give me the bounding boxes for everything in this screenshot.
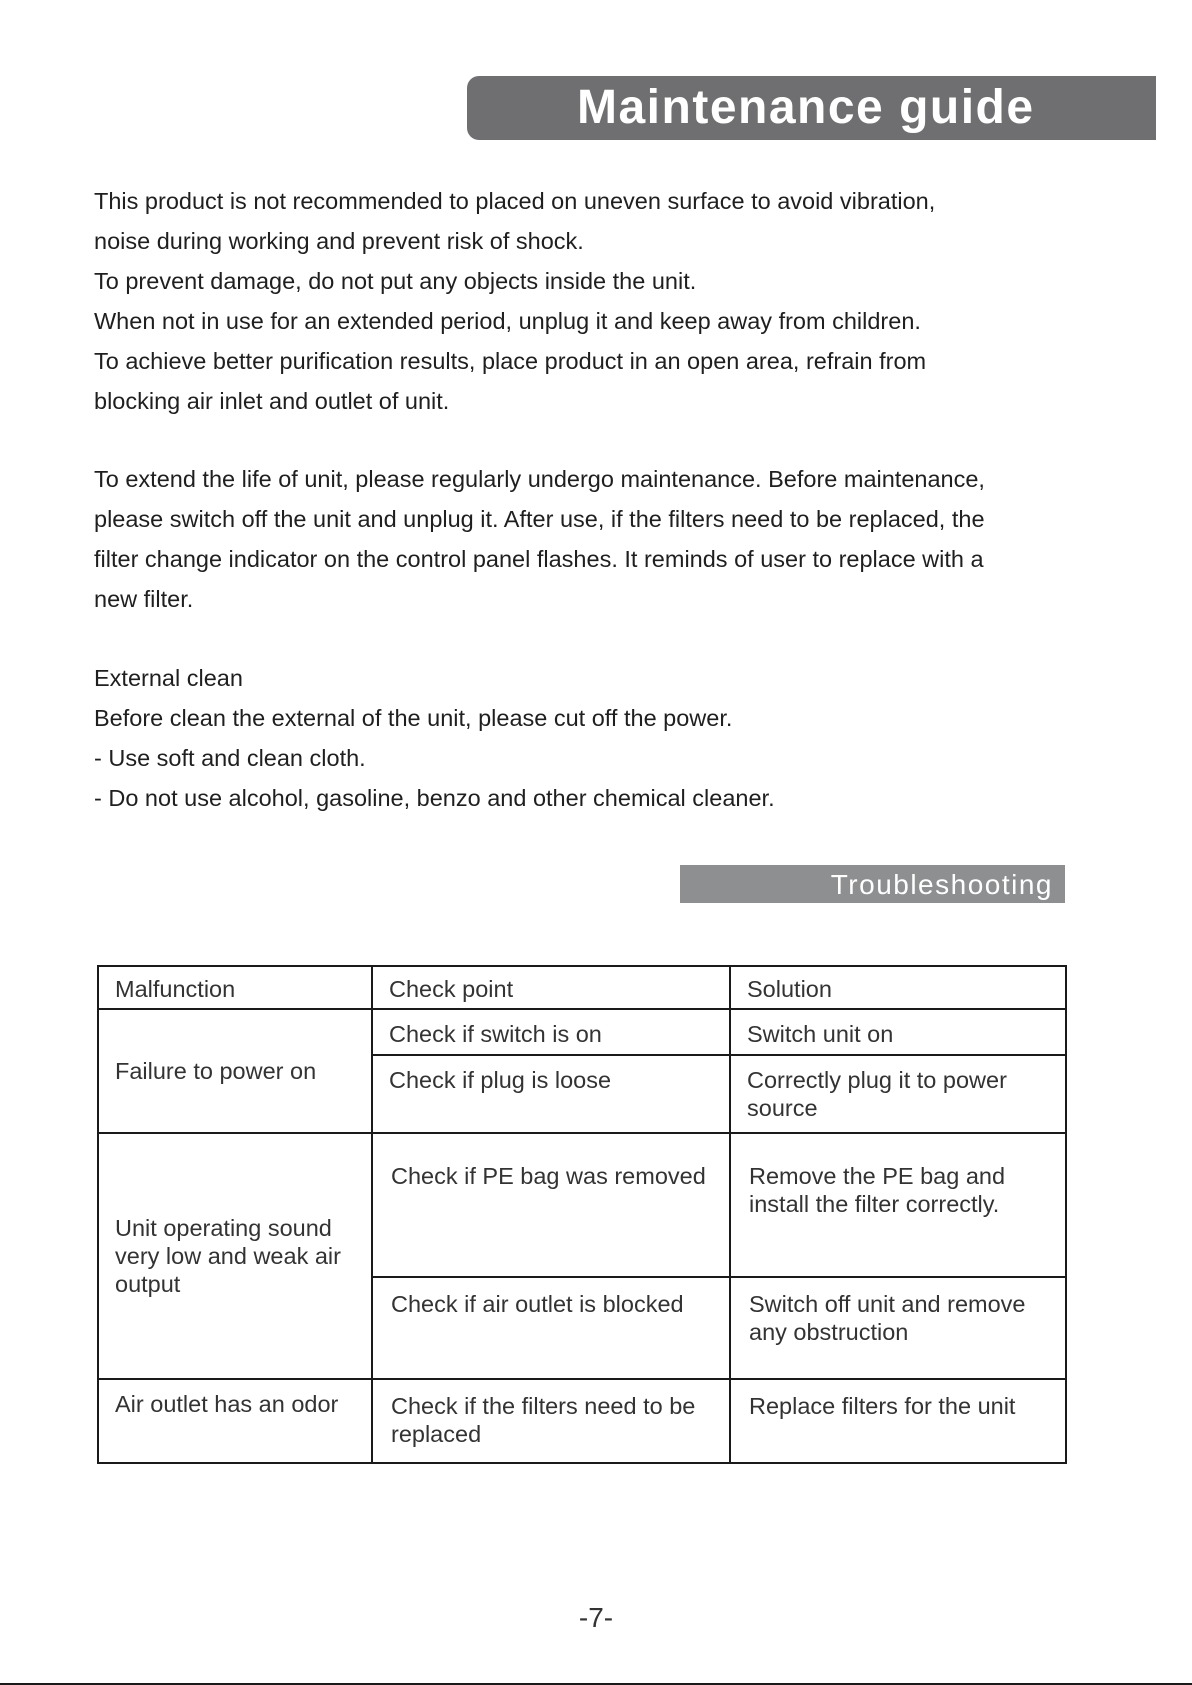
- page-title: Maintenance guide: [577, 81, 1035, 134]
- header-solution: Solution: [730, 966, 1066, 1009]
- maintenance-line: please switch off the unit and unplug it. After use, if the filters need to be replaced, the: [94, 506, 985, 532]
- troubleshooting-title: Troubleshooting: [830, 869, 1053, 900]
- check-cell: Check if switch is on: [372, 1009, 730, 1055]
- check-cell: Check if air outlet is blocked: [372, 1277, 730, 1379]
- intro-line: This product is not recommended to placed on uneven surface to avoid vibration,: [94, 188, 936, 214]
- intro-section: [94, 181, 1104, 421]
- external-clean-heading: External clean: [94, 665, 243, 691]
- malfunction-cell: Air outlet has an odor: [98, 1379, 372, 1463]
- check-cell: Check if the filters need to be replaced: [372, 1379, 730, 1463]
- maintenance-line: new filter.: [94, 586, 194, 612]
- page-title-banner: [467, 76, 1156, 140]
- solution-cell: Correctly plug it to power source: [730, 1055, 1066, 1133]
- troubleshooting-banner: [680, 865, 1065, 903]
- header-check-point: Check point: [372, 966, 730, 1009]
- intro-line: blocking air inlet and outlet of unit.: [94, 388, 450, 414]
- maintenance-section: [94, 459, 1104, 619]
- check-cell: Check if plug is loose: [372, 1055, 730, 1133]
- malfunction-cell: Failure to power on: [98, 1009, 372, 1133]
- maintenance-line: To extend the life of unit, please regularly undergo maintenance. Before maintenance,: [94, 466, 985, 492]
- solution-cell: Remove the PE bag and install the filter correctly.: [730, 1133, 1066, 1277]
- solution-cell: Switch off unit and remove any obstruction: [730, 1277, 1066, 1379]
- table-header-row: [98, 966, 1066, 1009]
- solution-cell: Switch unit on: [730, 1009, 1066, 1055]
- external-clean-section: [94, 658, 1104, 818]
- maintenance-line: filter change indicator on the control panel flashes. It reminds of user to replace with a: [94, 546, 984, 572]
- solution-cell: Replace filters for the unit: [730, 1379, 1066, 1463]
- intro-line: When not in use for an extended period, unplug it and keep away from children.: [94, 308, 921, 334]
- table-row: [98, 1133, 1066, 1277]
- troubleshooting-table: [97, 965, 1067, 1464]
- malfunction-cell: Unit operating sound very low and weak air output: [98, 1133, 372, 1379]
- intro-line: To prevent damage, do not put any objects inside the unit.: [94, 268, 697, 294]
- external-clean-line: - Do not use alcohol, gasoline, benzo and other chemical cleaner.: [94, 785, 775, 811]
- external-clean-line: - Use soft and clean cloth.: [94, 745, 366, 771]
- intro-line: noise during working and prevent risk of shock.: [94, 228, 584, 254]
- table-row: [98, 1379, 1066, 1463]
- header-malfunction: Malfunction: [98, 966, 372, 1009]
- external-clean-line: Before clean the external of the unit, please cut off the power.: [94, 705, 733, 731]
- check-cell: Check if PE bag was removed: [372, 1133, 730, 1277]
- page-number: -7-: [578, 1602, 614, 1633]
- table-row: [98, 1009, 1066, 1055]
- intro-line: To achieve better purification results, place product in an open area, refrain from: [94, 348, 927, 374]
